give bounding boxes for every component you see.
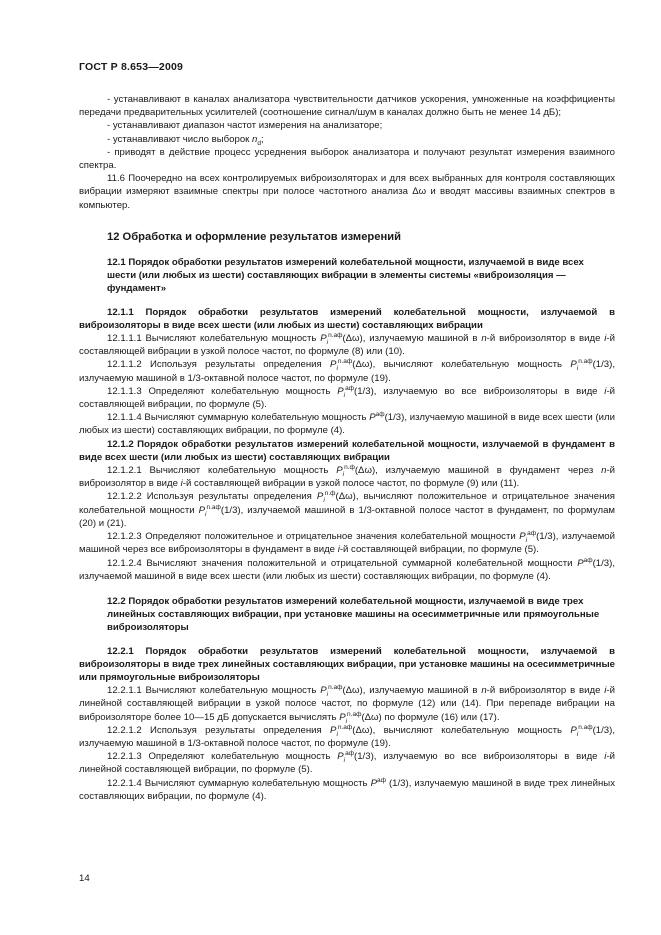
subsection-heading: 12.1.1 Порядок обработки результатов измерений колебательной мощности, излучаемой в виброизоляторы в виде всех шести (или любых из шести) составляющих вибрации xyxy=(79,306,615,331)
paragraph: - устанавливают в каналах анализатора чувствительности датчиков ускорения, умноженные на коэффициенты передачи предварительных усилителей (соотношение сигнал/шум в каналах должно быть не менее 14 дБ); xyxy=(79,94,615,119)
paragraph: 12.2.1.2 Используя результаты определения $P_i^{n.аф}(\Delta\omega)$, вычисляют колебательную мощность $P_i^{n.аф}(1/3)$, излучаемую машиной в 1/3-октавной полосе частот, по формуле (19). xyxy=(79,723,615,749)
paragraph: 12.1.2.4 Вычисляют значения положительной и отрицательной суммарной колебательной мощности $P^{аф}(1/3)$, излучаемой машиной в виде всех шести (или любых из шести) составляющих вибрации, по формуле (4). xyxy=(79,556,615,582)
paragraph: 12.1.1.2 Используя результаты определения $P_i^{n.аф}(\Delta\omega)$, вычисляют колебательную мощность $P_i^{n.аф}(1/3)$, излучаемую машиной в 1/3-октавной полосе частот, по формуле (19). xyxy=(79,358,615,384)
subsection-heading: 12.1 Порядок обработки результатов измерений колебательной мощности, излучаемой в виде всех шести (или любых из шести) составляющих вибрации в элементы системы «виброизоляция — фундамент» xyxy=(107,257,584,295)
paragraph: 12.1.2.2 Используя результаты определения $P_i^{n.ф}(\Delta\omega)$, вычисляют положительное и отрицательное значения колебательной мощности $P_i^{n.аф}(1/3)$, излучаемой машиной в 1/3-октавной полосе частот в фундамент, по формулам (20) и (21). xyxy=(79,490,616,529)
paragraph: 12.2.1.4 Вычисляют суммарную колебательную мощность $P^{аф}$ (1/3), излучаемую машиной в виде трех линейных составляющих вибрации, по формуле (4). xyxy=(79,776,615,802)
paragraph: 12.1.1.1 Вычисляют колебательную мощность $P_i^{n.аф}(\Delta\omega)$, излучаемую машиной в n-й виброизолятор в виде i-й составляющей вибрации в узкой полосе частот, по формуле (8) или (10). xyxy=(79,331,615,358)
paragraph: 12.1.2.3 Определяют положительное и отрицательное значения колебательной мощности $P_i^{аф}(1/3)$, излучаемой машиной через все виброизоляторы в фундамент в виде i-й составляющей вибрации, по формуле (5). xyxy=(79,529,615,556)
subsection-heading: 12.2.1 Порядок обработки результатов измерений колебательной мощности, излучаемой в виброизоляторы в виде трех линейных составляющих вибрации, при установке машины на осесимметричные или прямоугольные виброизоляторы xyxy=(79,645,615,683)
subsection-heading: 12.1.2 Порядок обработки результатов измерений колебательной мощности, излучаемой в фундамент в виде всех шести (или любых из шести) составляющих вибрации xyxy=(79,438,615,463)
paragraph: 11.6 Поочередно на всех контролируемых виброизоляторах и для всех выбранных для контроля составляющих вибрации измеряют взаимные спектры при полосе частотного анализа Δω и вводят массивы взаимных спектров в компьютер. xyxy=(79,173,615,211)
paragraph: 12.1.1.4 Вычисляют суммарную колебательную мощность $P^{аф}(1/3)$, излучаемую машиной в виде всех шести (или любых из шести) составляющих вибрации, по формуле (4). xyxy=(79,411,615,437)
document-body xyxy=(79,93,615,803)
paragraph: 12.2.1.1 Вычисляют колебательную мощность $P_i^{n.аф}(\Delta\omega)$, излучаемую машиной в n-й виброизолятор в виде i-й линейной составляющей вибрации в узкой полосе частот, по формуле (12) или (14). При перепаде вибрации на виброизоляторе более 10—15 дБ допускается вычислять $P_i^{n.аф}(\Delta\omega)$ по формуле (16) или (17). xyxy=(79,683,615,725)
paragraph: 12.1.2.1 Вычисляют колебательную мощность $P_i^{n.ф}(\Delta\omega)$, излучаемую машиной в фундамент через n-й виброизолятор в виде i-й составляющей вибрации в узкой полосе частот, по формуле (9) или (11). xyxy=(79,463,615,490)
paragraph: 12.1.1.3 Определяют колебательную мощность $P_i^{аф}(1/3)$, излучаемую во все виброизоляторы в виде i-й составляющей вибрации, по формуле (5). xyxy=(79,384,615,411)
paragraph: - устанавливают число выборок $n_d$; xyxy=(107,133,264,147)
paragraph: 12.2.1.3 Определяют колебательную мощность $P_i^{аф}(1/3)$, излучаемую во все виброизоляторы в виде i-й линейной составляющей вибрации, по формуле (5). xyxy=(79,749,615,776)
paragraph: - устанавливают диапазон частот измерения на анализаторе; xyxy=(107,120,383,132)
page-number: 14 xyxy=(79,873,90,884)
section-heading: 12 Обработка и оформление результатов измерений xyxy=(107,230,401,243)
subsection-heading: 12.2 Порядок обработки результатов измерений колебательной мощности, излучаемой в виде трех линейных составляющих вибрации, при установке машины на осесимметричные или прямоугольные виброизоляторы xyxy=(107,595,600,634)
paragraph: - приводят в действие процесс усреднения выборок анализатора и получают результат измерения взаимного спектра. xyxy=(79,146,615,172)
document-header: ГОСТ Р 8.653—2009 xyxy=(79,61,184,73)
